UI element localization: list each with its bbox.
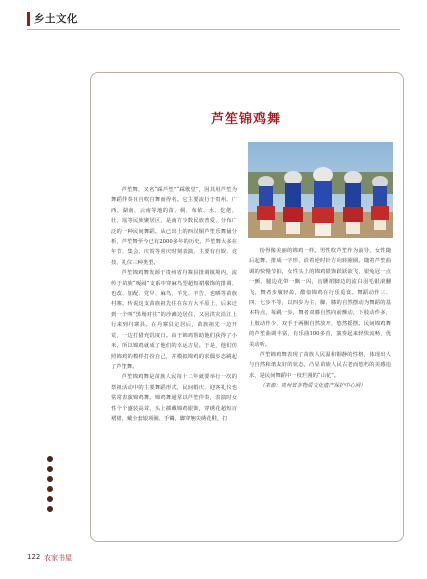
article-paragraph: 芦笙锦鸡舞发源于贵州省丹寨县排调镇境内，流传于苗族“嘎闹”支系中穿麻鸟型超短裙服饰的排调、也改、加配、党早、麻鸟、羊先、羊告、也晒等苗族村寨。传说这支苗族祖先住在东方大平原上，后来迁到一个叫“黑坳对往”的沙滩边居住，又因洪灾沿江上行来到丹寨县。在丹寨县定居后，苗族祖先一边开荒，一边打猎充饥度日。由于锦鸡帮助他们获得了小米，所以锦鸡就成了他们的幸运吉星。于是，他们仿照锦鸡的模样打扮自己，并模拟锦鸡的求偶步态跳起了芦笙舞。 (111, 270, 237, 370)
article-title: 芦笙锦鸡舞 (210, 112, 281, 127)
section-title: 乡土文化 (34, 13, 78, 25)
source-note: （来源：贵州省非物质文化遗产保护中心网） (259, 383, 366, 390)
section-marker (27, 12, 30, 26)
decorative-dot (47, 466, 53, 472)
dancers-photo (248, 142, 393, 238)
decorative-dot (47, 496, 53, 502)
article-paragraph: 芦笙舞，又名“踩芦笙”“踩歌堂”，因其用芦笙为舞蹈伴奏且自吹自舞而得名。它主要流行于贵州、广西、湖南、云南等地的苗、侗、布依、水、仡佬、壮、瑶等民族聚居区，是南方少数民族普爱、分布广泛的一种民间舞蹈。从已出土的西汉铜芦笙乐舞俑分析，芦笙舞至今已有2000多年的历史。芦笙舞大多在年节、集会、庆贺等喜庆时刻表演，主要有自娱、竞技、礼仪三种类型。 (111, 187, 237, 266)
decorative-dot (47, 456, 53, 462)
article-paragraph: 芦笙锦鸡舞是苗族人民每十二年就要举行一次的祭祖活动中的主要舞蹈形式，民间婚庆、迎客礼仪也常常表演锦鸡舞。锦鸡舞通常以芦笙伴奏，表演时女性个个盛装高耸，头上插戴锦鸡银饰，穿绣花超短百褶裙，戴全套银项圈、手镯，脚穿翘尖绣花鞋，打 (111, 374, 237, 422)
decorative-dot (47, 506, 53, 512)
article-paragraph: 芦笙锦鸡舞表现了苗族人民温和铜静的性格，体现出人与自然和谐友好的状态，凸显苗族人民古老而悠朽的美感追求，是民间舞蹈中一枝烂漫的“山花”。 (249, 352, 391, 379)
decorative-dot (47, 486, 53, 492)
header-divider (27, 29, 400, 30)
article-paragraph: 扮得像美丽的锦鸡一样。男性吹芦笙作为前导，女性随后起舞，排成一字形，沿着逆时针方向转圈圈。随着芦笙曲调的快慢节拍，女性头上的锦鸡银饰跃跃欲飞，银兔冠一点一颤，腿边花带一飘一闪，盲腰裙脚边的流白羽毛银滚翻飞，舞者步履轻盈，酷似锦鸡在行乐觅食。舞蹈动作三、四、七步不等，以四步为主，脚、膝的自然摆动为舞蹈的基本特点，每跳一步，舞者双膝自然向前颤动，下肢动作多，上肢动作少，双手于两侧自然放开，悠然摇摆。民间锦鸡舞的芦笙曲调丰富，有乐曲100多首，演奏起来轻快流畅，优美动听。 (249, 248, 391, 348)
article-right-column (249, 246, 391, 392)
dancers-photo-image (248, 142, 393, 238)
decorative-dot (47, 476, 53, 482)
page-number: 122 (27, 553, 41, 561)
publication-name: 农家书屋 (44, 554, 72, 562)
article-left-column (111, 185, 237, 424)
